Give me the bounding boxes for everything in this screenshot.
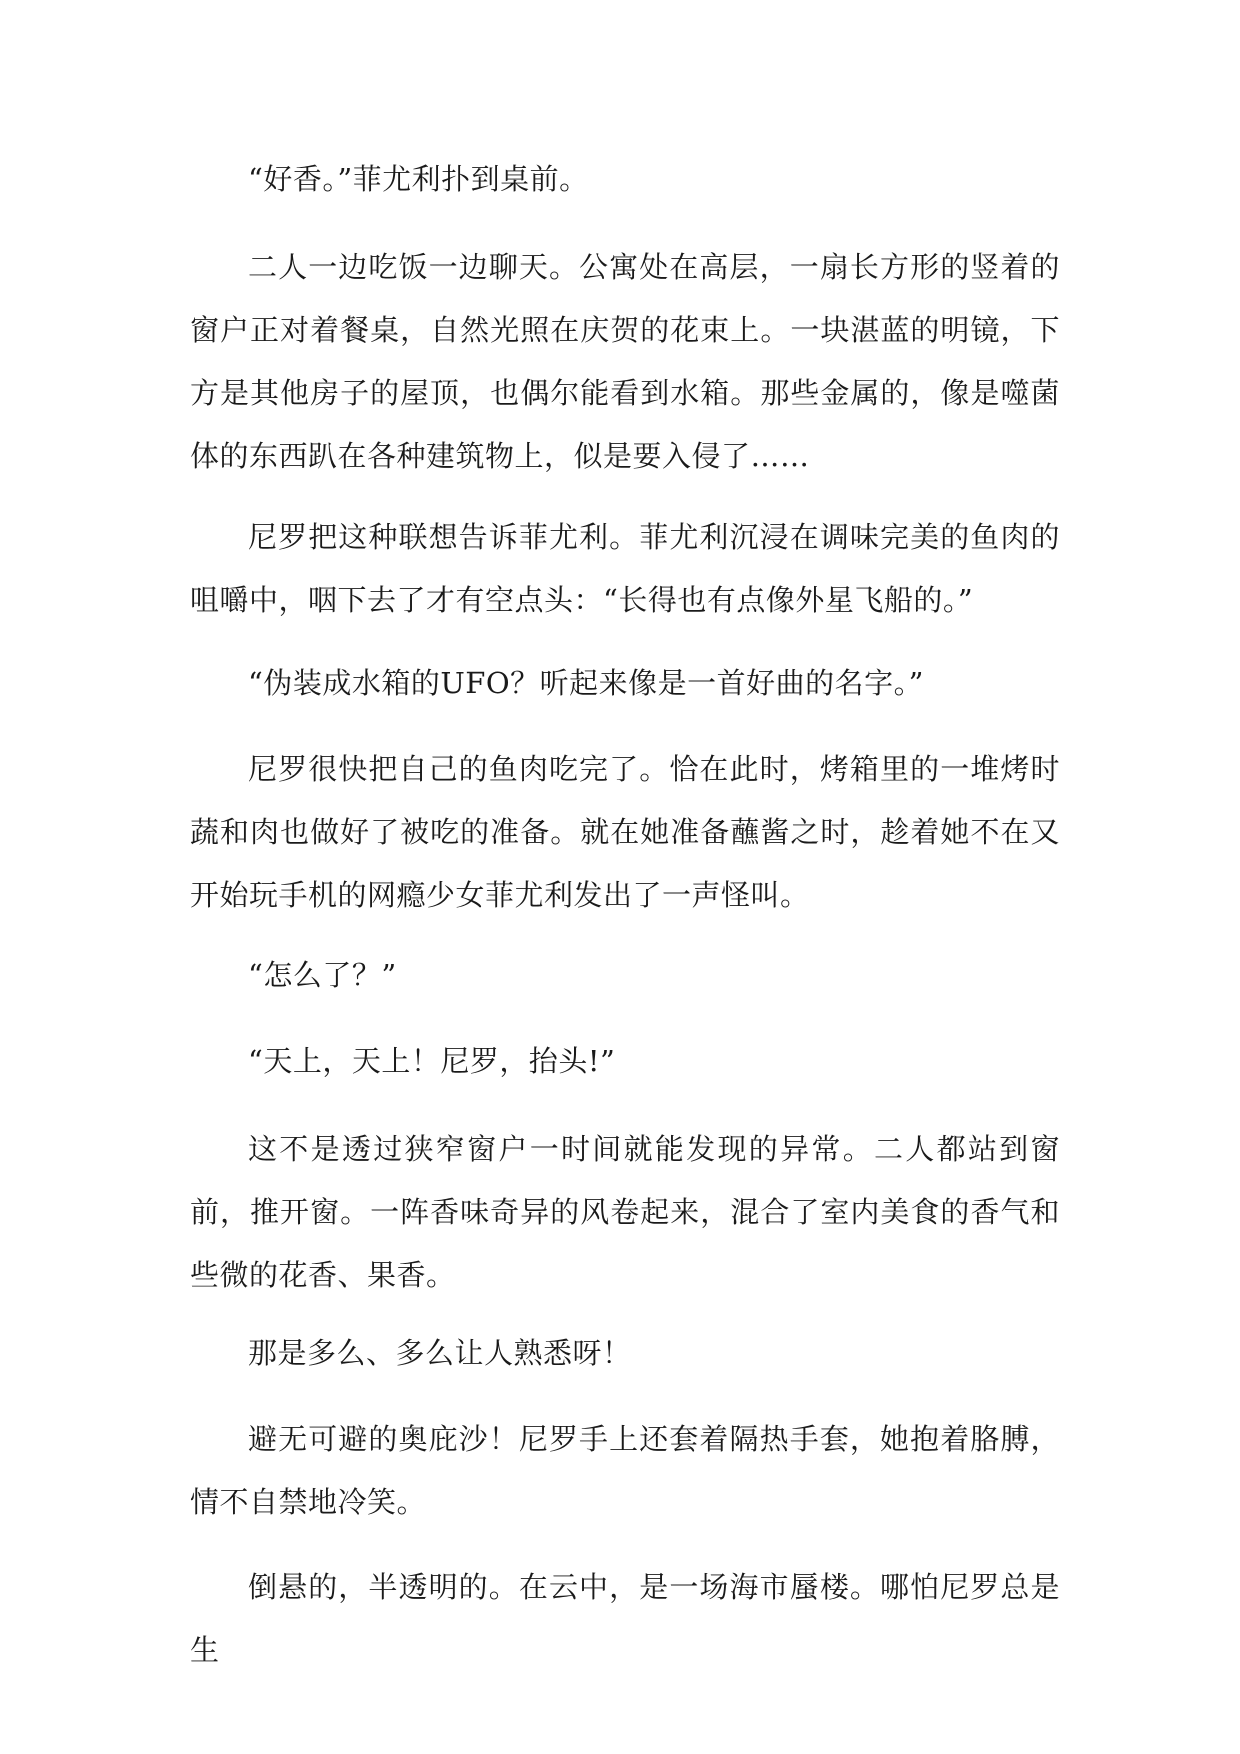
paragraph: 尼罗把这种联想告诉菲尤利。菲尤利沉浸在调味完美的鱼肉的咀嚼中，咽下去了才有空点头：“长得也有点像外星飞船的。” — [190, 520, 1060, 617]
paragraph: “天上，天上！尼罗，抬头!” — [248, 1044, 616, 1078]
paragraph: 尼罗很快把自己的鱼肉吃完了。恰在此时，烤箱里的一堆烤时蔬和肉也做好了被吃的准备。就在她准备蘸酱之时，趁着她不在又开始玩手机的网瘾少女菲尤利发出了一声怪叫。 — [190, 752, 1060, 912]
paragraph: 倒悬的，半透明的。在云中，是一场海市蜃楼。哪怕尼罗总是生 — [190, 1570, 1060, 1667]
paragraph: “怎么了？” — [248, 958, 397, 992]
paragraph: “好香。”菲尤利扑到桌前。 — [248, 162, 589, 196]
paragraph: 二人一边吃饭一边聊天。公寓处在高层，一扇长方形的竖着的窗户正对着餐桌，自然光照在庆贺的花束上。一块湛蓝的明镜，下方是其他房子的屋顶，也偶尔能看到水箱。那些金属的，像是噬菌体的东西趴在各种建筑物上，似是要入侵了…… — [190, 250, 1060, 473]
paragraph: “伪装成水箱的UFO？听起来像是一首好曲的名字。” — [248, 666, 924, 700]
paragraph: 这不是透过狭窄窗户一时间就能发现的异常。二人都站到窗前，推开窗。一阵香味奇异的风卷起来，混合了室内美食的香气和些微的花香、果香。 — [190, 1132, 1060, 1292]
paragraph: 那是多么、多么让人熟悉呀！ — [248, 1336, 632, 1370]
paragraph: 避无可避的奥庇沙！尼罗手上还套着隔热手套，她抱着胳膊，情不自禁地冷笑。 — [190, 1422, 1060, 1519]
